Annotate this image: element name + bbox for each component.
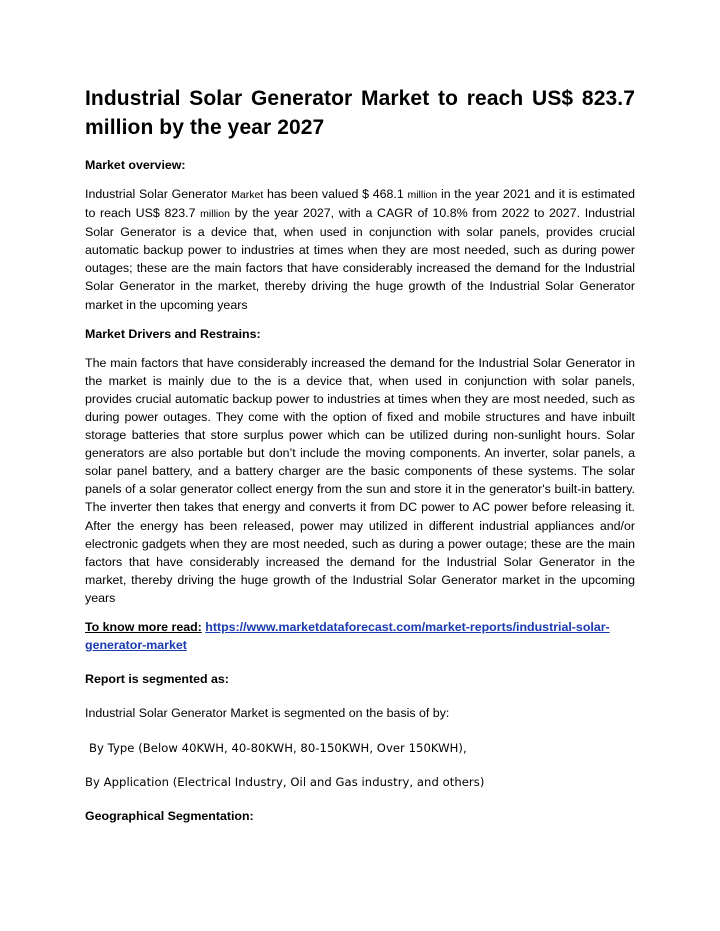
document-title: Industrial Solar Generator Market to reach US$ 823.7 million by the year 2027 — [85, 87, 635, 139]
market-drivers-heading: Market Drivers and Restrains: — [85, 326, 261, 341]
segment-by-application: By Application (Electrical Industry, Oil and Gas industry, and others) — [85, 775, 485, 790]
market-drivers-paragraph: The main factors that have considerably increased the demand for the Industrial Solar Generator in the market is mainly due to the is a device that, when used in conjunction with solar panels, provides crucial automatic backup power to industries at times when they are most needed, such as during power outages. They come with the option of fixed and mobile structures and have inbuilt storage batteries that store surplus power which can be utilized during non-sunlight hours. Solar generators are also portable but don’t include the moving components. An inverter, solar panels, a solar panel battery, and a battery charger are the basic components of these systems. The solar panels of a solar generator collect energy from the sun and store it in the generator's built-in battery. The inverter then takes that energy and converts it from DC power to AC power before releasing it. After the energy has been released, power may utilized in different industrial appliances and/or electronic gadgets when they are most needed, such as during a power outage; these are the main factors that have considerably increased the demand for the Industrial Solar Generator in the market, thereby driving the huge growth of the Industrial Solar Generator market in the upcoming years — [85, 355, 635, 605]
overview-text: by the year 2027, with a CAGR of 10.8% from 2022 to 2027. Industrial Solar Generator is a device that, when used in conjunction with solar panels, provides crucial automatic backup power to industries at times when they are most needed, such as during power outages; these are the main factors that have considerably increased the demand for the Industrial Solar Generator in the market, thereby driving the huge growth of the Industrial Solar Generator market in the upcoming years — [85, 206, 635, 312]
overview-text-small: Market — [231, 189, 264, 201]
overview-text: Industrial Solar Generator — [85, 187, 232, 201]
overview-text-small: million — [407, 189, 438, 201]
overview-text-small: million — [200, 208, 230, 221]
market-overview-paragraph — [85, 185, 635, 314]
overview-text: in the year 2021 and it is estimated to reach US$ 823.7 — [85, 187, 636, 221]
document-page — [85, 84, 635, 825]
report-link[interactable]: https://www.marketdataforecast.com/market-reports/industrial-solar-generator-market — [85, 619, 610, 653]
read-more-label: To know more read: — [85, 619, 202, 634]
overview-text: has been valued $ 468.1 — [263, 187, 408, 201]
segment-by-type: By Type (Below 40KWH, 40-80KWH, 80-150KWH, Over 150KWH), — [89, 741, 467, 756]
report-segmented-heading: Report is segmented as: — [85, 672, 229, 687]
market-overview-heading: Market overview: — [85, 158, 186, 172]
geographical-segmentation-heading: Geographical Segmentation: — [85, 809, 254, 824]
segmentation-basis-text: Industrial Solar Generator Market is segmented on the basis of by: — [85, 706, 450, 721]
read-more-line — [85, 618, 635, 654]
